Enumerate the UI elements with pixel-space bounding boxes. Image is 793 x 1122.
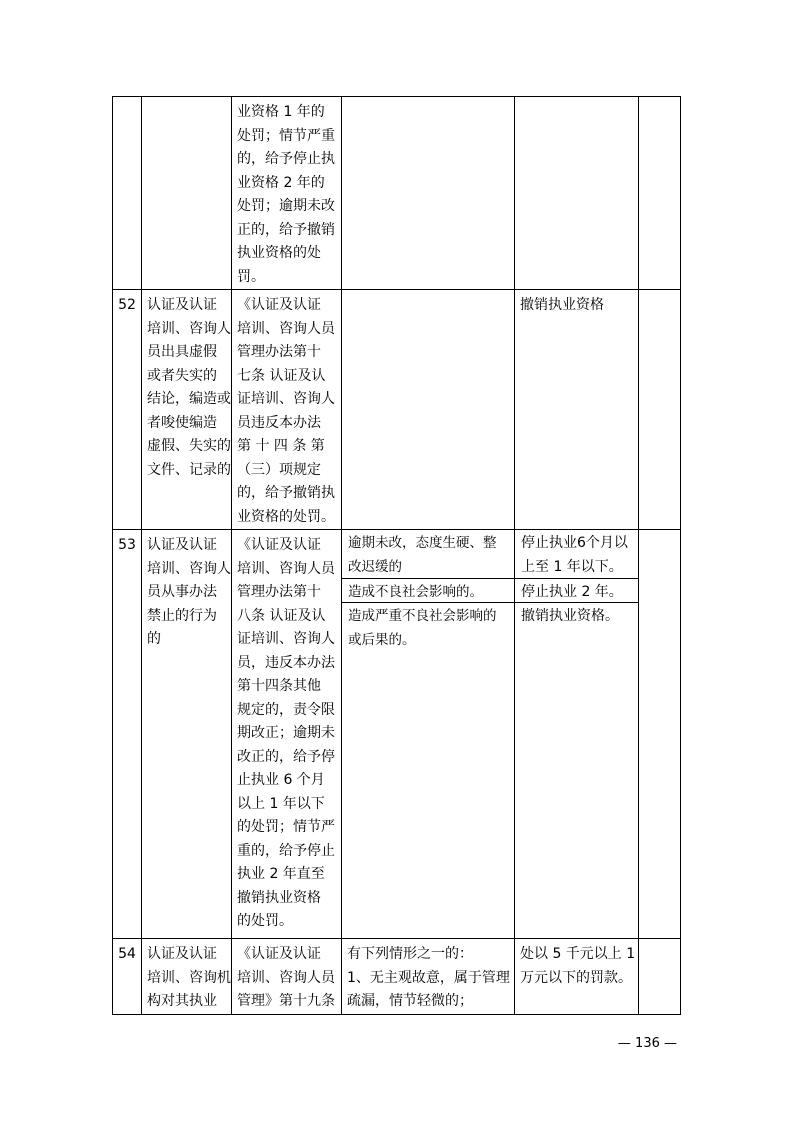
penalty-cell: 处以 5 千元以上 1 万元以下的罚款。 — [515, 939, 639, 1015]
condition-item: 造成严重不良社会影响的 或后果的。 — [348, 608, 497, 648]
legal-basis-cell: 《认证及认证 培训、咨询人员 管理办法第十 八条 认证及认 证培训、咨询人 员，违反本办法 第十四条其他 规定的，责令限 期改正；逾期未 改正的，给予停 止执业 6 个月 以上 1 年以下 的处罚；情节严 重的，给予停止 执业 2 年直至 撤销执业资格 的处罚。 — [232, 530, 342, 939]
row-number: 54 — [113, 939, 142, 1015]
violation-cell — [142, 97, 232, 290]
penalty-item: 停止执业6个月以 上至 1 年以下。 — [515, 530, 638, 579]
legal-basis-cell: 业资格 1 年的 处罚；情节严重 的，给予停止执 业资格 2 年的 处罚；逾期未改 正的，给予撤销 执业资格的处 罚。 — [232, 97, 342, 290]
table-row — [113, 530, 681, 939]
violation-cell: 认证及认证 培训、咨询人 员出具虚假 或者失实的 结论，编造或 者唆使编造 虚假、失实的 文件、记录的 — [142, 290, 232, 530]
penalty-item: 停止执业 2 年。 — [515, 579, 638, 603]
penalty-table — [112, 96, 681, 1015]
condition-cell: 有下列情形之一的： 1、无主观故意，属于管理 疏漏，情节轻微的； — [342, 939, 515, 1015]
condition-item: 逾期未改，态度生硬、整 改迟缓的 — [342, 530, 514, 579]
violation-cell: 认证及认证 培训、咨询机 构对其执业 — [142, 939, 232, 1015]
penalty-cell: 撤销执业资格 — [515, 290, 639, 530]
violation-cell: 认证及认证 培训、咨询人 员从事办法 禁止的行为 的 — [142, 530, 232, 939]
page-number: — 136 — — [617, 1036, 677, 1051]
penalty-item: 撤销执业资格。 — [521, 608, 619, 624]
table-row — [113, 97, 681, 290]
row-number: 52 — [113, 290, 142, 530]
condition-cell — [342, 97, 515, 290]
remarks-cell — [639, 97, 681, 290]
legal-basis-cell: 《认证及认证 培训、咨询人员 管理》第十九条 — [232, 939, 342, 1015]
remarks-cell — [639, 290, 681, 530]
legal-basis-cell: 《认证及认证 培训、咨询人员 管理办法第十 七条 认证及认 证培训、咨询人 员违反本办法 第 十 四 条 第 （三）项规定 的，给予撤销执 业资格的处罚。 — [232, 290, 342, 530]
condition-cell — [342, 530, 515, 939]
table-row — [113, 939, 681, 1015]
condition-cell — [342, 290, 515, 530]
penalty-cell — [515, 97, 639, 290]
table-row — [113, 290, 681, 530]
remarks-cell — [639, 939, 681, 1015]
remarks-cell — [639, 530, 681, 939]
row-number: 53 — [113, 530, 142, 939]
row-number — [113, 97, 142, 290]
condition-item: 造成不良社会影响的。 — [342, 579, 514, 603]
penalty-cell — [515, 530, 639, 939]
